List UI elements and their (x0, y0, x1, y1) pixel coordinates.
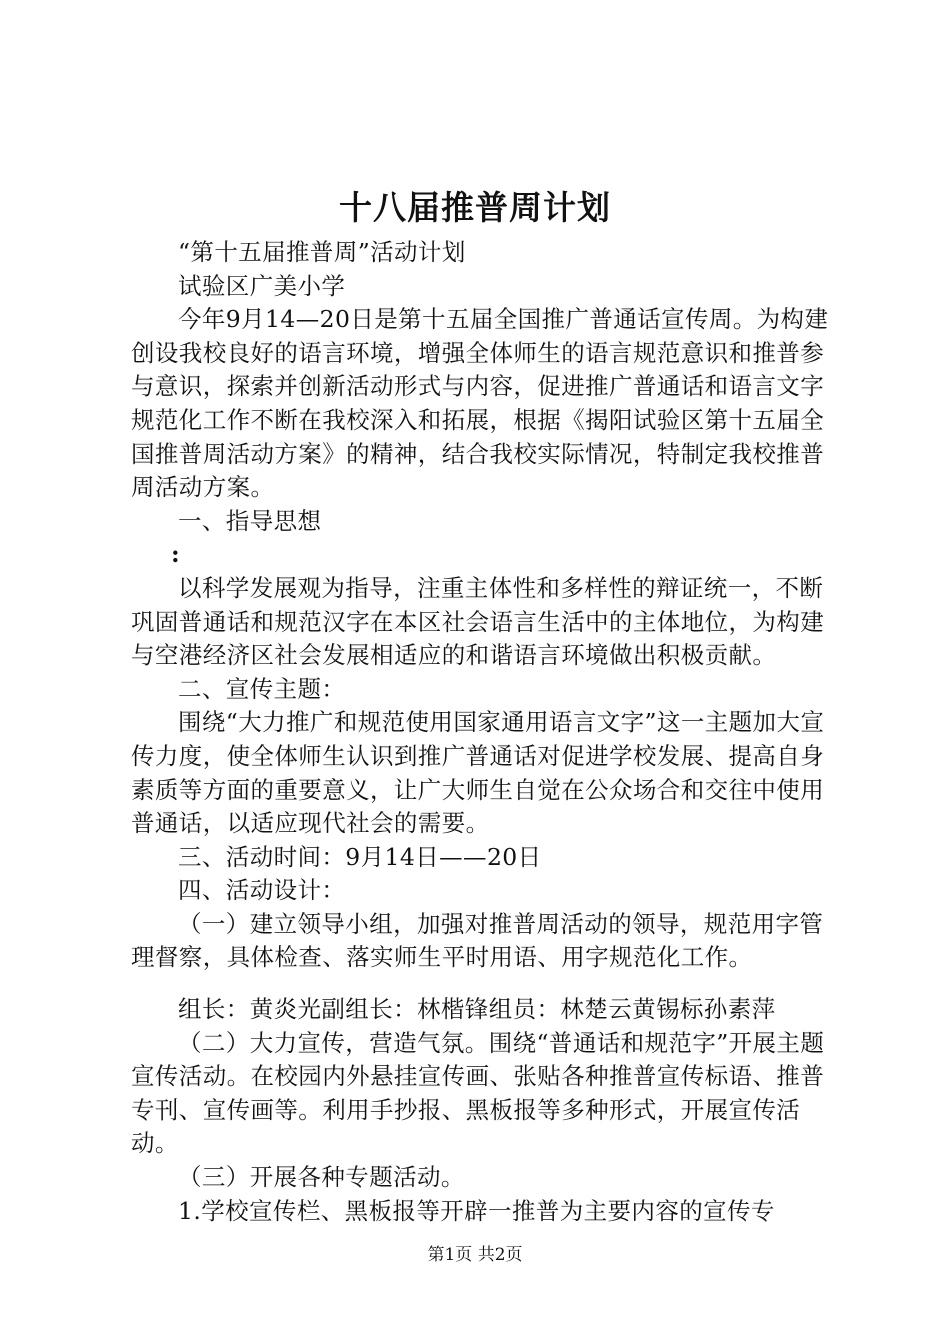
page-footer: 第1页 共2页 (427, 1245, 523, 1265)
section-heading-design: 四、活动设计： (178, 876, 346, 905)
paragraph-group-members: 组长：黄炎光副组长：林楷锋组员：林楚云黄锡标孙素萍 (178, 995, 776, 1024)
paragraph-gap (131, 975, 833, 993)
paragraph-activity-plan-heading: “第十五届推普周”活动计划 (178, 238, 466, 266)
document-body (131, 236, 833, 1228)
paragraph-theme: 围绕“大力推广和规范使用国家通用语言文字”这一主题加大宣传力度，使全体师生认识到推广普通话对促进学校发展、提高自身素质等方面的重要意义，让广大师生自觉在公众场合和交往中使用普通话，以适应现代社会的需要。 (131, 708, 825, 838)
paragraph-introduction: 今年9月14—20日是第十五届全国推广普通话宣传周。为构建创设我校良好的语言环境，增强全体师生的语言规范意识和推普参与意识，探索并创新活动形式与内容，促进推广普通话和语言文字规范化工作不断在我校深入和拓展，根据《揭阳试验区第十五届全国推普周活动方案》的精神，结合我校实际情况，特制定我校推普周活动方案。 (131, 305, 829, 502)
section-heading-time: 三、活动时间：9月14日——20日 (178, 842, 542, 871)
section-heading-theme: 二、宣传主题： (178, 674, 346, 703)
paragraph-colon: : (171, 540, 181, 569)
paragraph-school-name: 试验区广美小学 (178, 271, 346, 300)
paragraph-publicity: （二）大力宣传，营造气氛。围绕“普通话和规范字”开展主题宣传活动。在校园内外悬挂宣传画、张贴各种推普宣传标语、推普专刊、宣传画等。利用手抄报、黑板报等多种形式，开展宣传活动。 (131, 1028, 825, 1158)
paragraph-guiding-ideology: 以科学发展观为指导，注重主体性和多样性的辩证统一，不断巩固普通话和规范汉字在本区社会语言生活中的主体地位，为构建与空港经济区社会发展相适应的和谐语言环境做出积极贡献。 (131, 573, 825, 670)
document-title: 十八届推普周计划 (339, 188, 611, 227)
paragraph-leadership-group: （一）建立领导小组，加强对推普周活动的领导，规范用字管理督察，具体检查、落实师生平时用语、用字规范化工作。 (131, 909, 824, 972)
paragraph-item-1: 1.学校宣传栏、黑板报等开辟一推普为主要内容的宣传专 (178, 1196, 775, 1225)
section-heading-guiding-ideology: 一、指导思想 (178, 506, 322, 535)
paragraph-special-activities: （三）开展各种专题活动。 (178, 1163, 465, 1192)
